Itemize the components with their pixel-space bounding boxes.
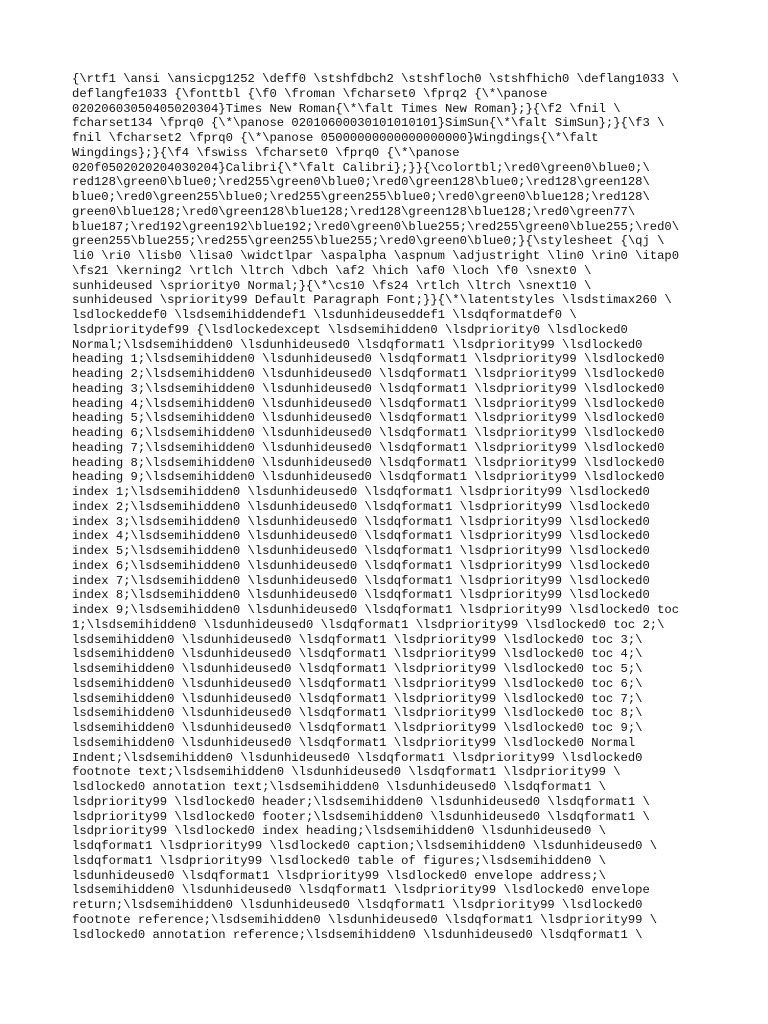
text-line: index 3;\lsdsemihidden0 \lsdunhideused0 \lsdqformat1 \lsdpriority99 \lsdlocked0 (72, 514, 650, 529)
text-line: lsdqformat1 \lsdpriority99 \lsdlocked0 table of figures;\lsdsemihidden0 \ (72, 853, 606, 868)
text-line: lsdpriority99 \lsdlocked0 index heading;\lsdsemihidden0 \lsdunhideused0 \ (72, 824, 606, 839)
text-line: 1;\lsdsemihidden0 \lsdunhideused0 \lsdqformat1 \lsdpriority99 \lsdlocked0 toc 2;\ (72, 617, 665, 632)
text-line: Normal;\lsdsemihidden0 \lsdunhideused0 \lsdqformat1 \lsdpriority99 \lsdlocked0 (72, 337, 643, 352)
text-line: lsdsemihidden0 \lsdunhideused0 \lsdqformat1 \lsdpriority99 \lsdlocked0 toc 5;\ (72, 662, 643, 676)
text-line: lsdlockeddef0 \lsdsemihiddendef1 \lsdunhideuseddef1 \lsdqformatdef0 \ (72, 308, 577, 322)
text-line: deflangfe1033 {\fonttbl {\f0 \froman \fcharset0 \fprq2 {\*\panose (72, 86, 548, 101)
text-line: lsdpriority99 \lsdlocked0 header;\lsdsemihidden0 \lsdunhideused0 \lsdqformat1 \ (72, 794, 650, 809)
text-line: lsdlocked0 annotation text;\lsdsemihidden0 \lsdunhideused0 \lsdqformat1 \ (72, 780, 606, 794)
text-line: heading 4;\lsdsemihidden0 \lsdunhideused0 \lsdqformat1 \lsdpriority99 \lsdlocked0 (72, 396, 665, 411)
text-line: index 9;\lsdsemihidden0 \lsdunhideused0 \lsdqformat1 \lsdpriority99 \lsdlocked0 toc (72, 603, 680, 617)
rtf-source-text (72, 72, 702, 942)
text-line: index 6;\lsdsemihidden0 \lsdunhideused0 \lsdqformat1 \lsdpriority99 \lsdlocked0 (72, 558, 650, 573)
text-line: lsdqformat1 \lsdpriority99 \lsdlocked0 caption;\lsdsemihidden0 \lsdunhideused0 \ (72, 839, 658, 853)
text-line: heading 7;\lsdsemihidden0 \lsdunhideused0 \lsdqformat1 \lsdpriority99 \lsdlocked0 (72, 440, 665, 455)
text-line: fnil \fcharset2 \fprq0 {\*\panose 05000000000000000000}Wingdings{\*\falt (72, 131, 599, 145)
text-line: footnote text;\lsdsemihidden0 \lsdunhideused0 \lsdqformat1 \lsdpriority99 \ (72, 765, 621, 780)
text-line: lsdsemihidden0 \lsdunhideused0 \lsdqformat1 \lsdpriority99 \lsdlocked0 toc 8;\ (72, 706, 643, 721)
text-line: lsdsemihidden0 \lsdunhideused0 \lsdqformat1 \lsdpriority99 \lsdlocked0 toc 6;\ (72, 676, 643, 691)
text-line: red128\green0\blue0;\red255\green0\blue0;\red0\green128\blue0;\red128\green128\ (72, 175, 650, 190)
text-line: lsdlocked0 annotation reference;\lsdsemihidden0 \lsdunhideused0 \lsdqformat1 \ (72, 927, 643, 942)
text-line: lsdprioritydef99 {\lsdlockedexcept \lsdsemihidden0 \lsdpriority0 \lsdlocked0 (72, 322, 628, 337)
text-line: blue187;\red192\green192\blue192;\red0\green0\blue255;\red255\green0\blue255;\red0\ (72, 219, 680, 234)
text-line: index 7;\lsdsemihidden0 \lsdunhideused0 \lsdqformat1 \lsdpriority99 \lsdlocked0 (72, 573, 650, 588)
text-line: sunhideused \spriority0 Normal;}{\*\cs10 \fs24 \rtlch \ltrch \snext10 \ (72, 278, 592, 293)
text-line: heading 9;\lsdsemihidden0 \lsdunhideused0 \lsdqformat1 \lsdpriority99 \lsdlocked0 (72, 470, 665, 485)
text-line: index 4;\lsdsemihidden0 \lsdunhideused0 \lsdqformat1 \lsdpriority99 \lsdlocked0 (72, 529, 650, 544)
text-line: heading 2;\lsdsemihidden0 \lsdunhideused0 \lsdqformat1 \lsdpriority99 \lsdlocked0 (72, 367, 665, 381)
text-line: fcharset134 \fprq0 {\*\panose 02010600030101010101}SimSun{\*\falt SimSun};}{\f3 \ (72, 116, 665, 131)
text-line: 02020603050405020304}Times New Roman{\*\falt Times New Roman};}{\f2 \fnil \ (72, 101, 621, 116)
text-line: heading 8;\lsdsemihidden0 \lsdunhideused0 \lsdqformat1 \lsdpriority99 \lsdlocked0 (72, 455, 665, 470)
text-line: footnote reference;\lsdsemihidden0 \lsdunhideused0 \lsdqformat1 \lsdpriority99 \ (72, 912, 658, 927)
text-line: heading 1;\lsdsemihidden0 \lsdunhideused0 \lsdqformat1 \lsdpriority99 \lsdlocked0 (72, 352, 665, 367)
text-line: green255\blue255;\red255\green255\blue255;\red0\green0\blue0;}{\stylesheet {\qj \ (72, 234, 665, 249)
text-line: lsdsemihidden0 \lsdunhideused0 \lsdqformat1 \lsdpriority99 \lsdlocked0 Normal (72, 735, 636, 750)
text-line: lsdsemihidden0 \lsdunhideused0 \lsdqformat1 \lsdpriority99 \lsdlocked0 envelope (72, 883, 650, 898)
text-line: sunhideused \spriority99 Default Paragraph Font;}}{\*\latentstyles \lsdstimax260 \ (72, 293, 672, 308)
text-line: blue0;\red0\green255\blue0;\red255\green255\blue0;\red0\green0\blue128;\red128\ (72, 190, 650, 204)
text-line: li0 \ri0 \lisb0 \lisa0 \widctlpar \aspalpha \aspnum \adjustright \lin0 \rin0 \itap0 (72, 249, 680, 263)
text-line: lsdsemihidden0 \lsdunhideused0 \lsdqformat1 \lsdpriority99 \lsdlocked0 toc 7;\ (72, 691, 643, 706)
text-line: lsdsemihidden0 \lsdunhideused0 \lsdqformat1 \lsdpriority99 \lsdlocked0 toc 4;\ (72, 647, 643, 662)
text-line: index 2;\lsdsemihidden0 \lsdunhideused0 \lsdqformat1 \lsdpriority99 \lsdlocked0 (72, 499, 650, 514)
text-line: index 1;\lsdsemihidden0 \lsdunhideused0 \lsdqformat1 \lsdpriority99 \lsdlocked0 (72, 485, 650, 499)
text-line: green0\blue128;\red0\green128\blue128;\red128\green128\blue128;\red0\green77\ (72, 204, 636, 219)
text-line: return;\lsdsemihidden0 \lsdunhideused0 \lsdqformat1 \lsdpriority99 \lsdlocked0 (72, 898, 643, 912)
text-line: index 5;\lsdsemihidden0 \lsdunhideused0 \lsdqformat1 \lsdpriority99 \lsdlocked0 (72, 544, 650, 558)
text-line: heading 6;\lsdsemihidden0 \lsdunhideused0 \lsdqformat1 \lsdpriority99 \lsdlocked0 (72, 426, 665, 440)
text-line: heading 5;\lsdsemihidden0 \lsdunhideused0 \lsdqformat1 \lsdpriority99 \lsdlocked0 (72, 411, 665, 426)
text-line: 020f0502020204030204}Calibri{\*\falt Calibri};}}{\colortbl;\red0\green0\blue0;\ (72, 160, 650, 175)
text-line: {\rtf1 \ansi \ansicpg1252 \deff0 \stshfdbch2 \stshfloch0 \stshfhich0 \deflang1033 \ (72, 72, 680, 86)
text-line: Indent;\lsdsemihidden0 \lsdunhideused0 \lsdqformat1 \lsdpriority99 \lsdlocked0 (72, 750, 643, 765)
text-line: \fs21 \kerning2 \rtlch \ltrch \dbch \af2 \hich \af0 \loch \f0 \snext0 \ (72, 263, 592, 278)
text-line: index 8;\lsdsemihidden0 \lsdunhideused0 \lsdqformat1 \lsdpriority99 \lsdlocked0 (72, 588, 650, 603)
text-line: lsdsemihidden0 \lsdunhideused0 \lsdqformat1 \lsdpriority99 \lsdlocked0 toc 3;\ (72, 632, 643, 647)
text-line: lsdpriority99 \lsdlocked0 footer;\lsdsemihidden0 \lsdunhideused0 \lsdqformat1 \ (72, 809, 650, 824)
text-line: Wingdings};}{\f4 \fswiss \fcharset0 \fprq0 {\*\panose (72, 145, 460, 160)
text-line: heading 3;\lsdsemihidden0 \lsdunhideused0 \lsdqformat1 \lsdpriority99 \lsdlocked0 (72, 381, 665, 396)
text-line: lsdunhideused0 \lsdqformat1 \lsdpriority99 \lsdlocked0 envelope address;\ (72, 868, 606, 883)
text-line: lsdsemihidden0 \lsdunhideused0 \lsdqformat1 \lsdpriority99 \lsdlocked0 toc 9;\ (72, 721, 643, 735)
